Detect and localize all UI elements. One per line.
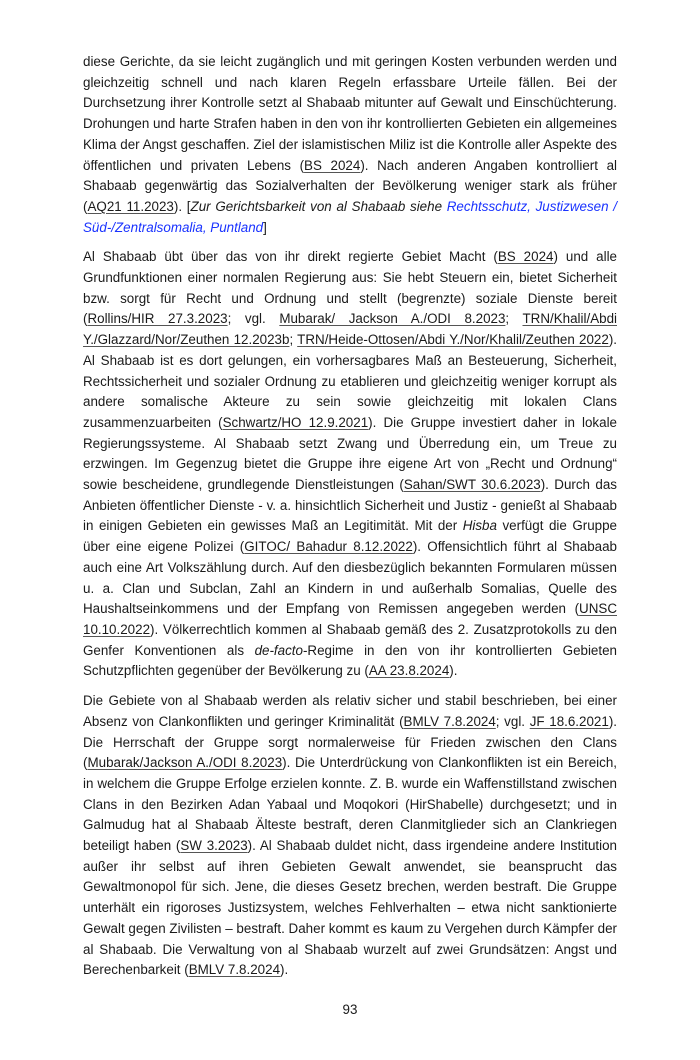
citation-link[interactable]: SW 3.2023 — [180, 838, 248, 854]
body-text: ). Völkerrechtlich kommen al Shabaab gemäß des 2. Zusatzprotokolls zu den Genfer Konventionen als — [83, 621, 617, 658]
citation-link[interactable]: Rollins/HIR 27.3.2023 — [87, 311, 228, 327]
citation-link[interactable]: BMLV 7.8.2024 — [403, 713, 496, 729]
body-text: ; — [505, 311, 523, 327]
body-text: ). Nach anderen Angaben kontrolliert al Shabaab gegenwärtig das Sozialverhalten der Bevölkerung weniger stark als früher ( — [83, 157, 617, 214]
body-text: ). Die Unterdrückung von Clankonflikten ist ein Bereich, in welchem die Gruppe Erfolge erzielen konnte. Z. B. wurde ein Waffenstillstand zwischen Clans in den Bezirken Adan Yabaal und Moqokori (HirShabelle) durchgesetzt; und in Galmudug hat al Shabaab Älteste bestraft, deren Clanmitglieder sich an Clankriegen beteiligt haben ( — [83, 755, 617, 854]
body-text: ). Al Shabaab duldet nicht, dass irgendeine andere Institution außer ihr selbst auf ihren Gebieten Gewalt anwendet, sie beansprucht das Gewaltmonopol für sich. Jene, die dieses Gesetz brechen, werden bestraft. Die Gruppe unterhält ein rigoroses Justizsystem, welches Fehlverhalten – etwa nicht sanktionierte Gewalt gegen Zivilisten – bestraft. Daher kommt es kaum zu Vergehen durch Kämpfer der al Shabaab. Die Verwaltung von al Shabaab wurzelt auf zwei Grundsätzen: Angst und Berechenbarkeit ( — [83, 838, 618, 978]
citation-link[interactable]: GITOC/ Bahadur 8.12.2022 — [244, 539, 413, 555]
cross-reference-link[interactable]: Rechtsschutz, Justizwesen / Süd-/Zentralsomalia, Puntland — [83, 198, 618, 235]
document-body — [83, 52, 617, 990]
citation-link[interactable]: BMLV 7.8.2024 — [188, 962, 281, 978]
citation-link[interactable]: Sahan/SWT 30.6.2023 — [403, 477, 541, 493]
paragraph — [83, 691, 617, 981]
body-text: ). [ — [173, 198, 191, 214]
citation-link[interactable]: JF 18.6.2021 — [529, 713, 609, 729]
citation-link[interactable]: TRN/Heide-Ottosen/Abdi Y./Nor/Khalil/Zeuthen 2022 — [297, 332, 609, 348]
paragraph — [83, 52, 617, 238]
body-text: ; vgl. — [495, 713, 530, 729]
body-text: ] — [263, 219, 267, 235]
body-text: diese Gerichte, da sie leicht zugänglich und mit geringen Kosten verbunden werden und gleichzeitig schnell und nach klaren Regeln erfassbare Urteile fällen. Bei der Durchsetzung ihrer Kontrolle setzt al Shabaab mitunter auf Gewalt und Einschüchterung. Drohungen und harte Strafen haben in den von ihr kontrollierten Gebieten ein allgemeines Klima der Angst geschaffen. Ziel der islamistischen Miliz ist die Kontrolle aller Aspekte des öffentlichen und privaten Lebens ( — [83, 54, 617, 173]
body-text: Die Gebiete von al Shabaab werden als relativ sicher und stabil beschrieben, bei einer Absenz von Clankonflikten und geringer Kriminalität ( — [83, 693, 617, 729]
body-text: ). Die Gruppe investiert daher in lokale Regierungssysteme. Al Shabaab setzt Zwang und Überredung ein, um Treue zu erzwingen. Im Gegenzug bietet die Gruppe ihre eigene Art von „Recht und Ordnung“ sowie bescheidene, grundlegende Dienstleistungen ( — [83, 414, 617, 493]
page-number: 93 — [342, 1001, 358, 1017]
citation-link[interactable]: TRN/Khalil/Abdi Y./Glazzard/Nor/Zeuthen 12.2023b — [83, 311, 617, 348]
body-text: ). — [280, 962, 289, 978]
body-text: Al Shabaab übt über das von ihr direkt regierte Gebiet Macht ( — [83, 249, 498, 265]
body-text: ). Offensichtlich führt al Shabaab auch eine Art Volkszählung durch. Auf den diesbezüglich bekannten Formularen müssen u. a. Clan und Subclan, Zahl an Kindern in und außerhalb Somalias, Quelle des Haushaltseinkommens und der Empfang von Remissen angegeben werden ( — [83, 539, 617, 617]
body-text: ). Durch das Anbieten öffentlicher Dienste - v. a. hinsichtlich Sicherheit und Justiz - genießt al Shabaab in einigen Gebieten ein gewisses Maß an Legitimität. Mit der — [83, 477, 617, 534]
body-text: ). Al Shabaab ist es dort gelungen, ein vorhersagbares Maß an Besteuerung, Sicherheit, Rechtssicherheit und sozialer Ordnung zu etablieren und gleichzeitig weniger korrupt als andere somalische Akteure zu sein sowie gleichzeitig mit lokalen Clans zusammenzuarbeiten ( — [83, 332, 618, 430]
paragraph — [83, 247, 617, 682]
citation-link[interactable]: Mubarak/Jackson A./ODI 8.2023 — [87, 755, 283, 771]
citation-link[interactable]: BS 2024 — [304, 157, 361, 173]
citation-link[interactable]: AQ21 11.2023 — [87, 198, 174, 214]
citation-link[interactable]: BS 2024 — [497, 249, 554, 265]
body-text: ). Die Herrschaft der Gruppe sorgt normalerweise für Frieden zwischen den Clans ( — [83, 713, 618, 771]
italic-text: Hisba — [462, 518, 497, 534]
body-text: -Regime in den von ihr kontrollierten Gebieten Schutzpflichten gegenüber der Bevölkerung zu ( — [83, 642, 617, 679]
body-text: ). — [449, 663, 458, 679]
italic-text: de-facto — [254, 642, 303, 658]
body-text: ; — [289, 332, 298, 348]
citation-link[interactable]: Mubarak/ Jackson A./ODI 8.2023 — [279, 311, 506, 327]
citation-link[interactable]: UNSC 10.10.2022 — [83, 601, 617, 637]
italic-text: Zur Gerichtsbarkeit von al Shabaab siehe — [190, 198, 447, 214]
citation-link[interactable]: AA 23.8.2024 — [368, 663, 450, 679]
body-text: ) und alle Grundfunktionen einer normalen Regierung aus: Sie hebt Steuern ein, bietet Sicherheit bzw. sorgt für Recht und Ordnung und stellt (begrenzte) soziale Dienste bereit ( — [83, 249, 617, 327]
body-text: ; vgl. — [227, 311, 280, 327]
body-text: verfügt die Gruppe über eine eigene Polizei ( — [83, 518, 617, 555]
citation-link[interactable]: Schwartz/HO 12.9.2021 — [222, 414, 369, 430]
